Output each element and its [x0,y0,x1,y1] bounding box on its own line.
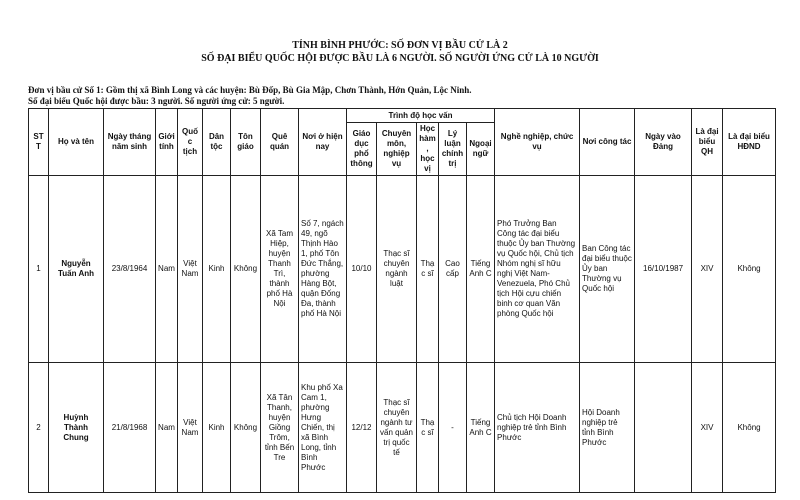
cell-dob: 23/8/1964 [104,176,156,363]
cell-residence: Khu phố Xa Cam 1, phường Hưng Chiến, thị xã Bình Long, tỉnh Bình Phước [299,363,347,493]
col-header-stt: STT [29,109,49,176]
cell-nationality: Việt Nam [178,363,203,493]
col-header-gender: Giới tính [156,109,178,176]
cell-language: Tiếng Anh C [467,363,495,493]
col-header-academic: Học hàm, học vị [417,123,439,176]
cell-stt: 1 [29,176,49,363]
col-header-religion: Tôn giáo [231,109,261,176]
cell-name: Nguyễn Tuấn Anh [49,176,104,363]
unit-quota: Số đại biểu Quốc hội được bầu: 3 người. Số người ứng cử: 5 người. [28,96,285,106]
cell-religion: Không [231,176,261,363]
cell-party-date: 16/10/1987 [635,176,692,363]
cell-ethnic: Kinh [203,176,231,363]
cell-specialty: Thạc sĩ chuyên ngành tư vấn quản trị quốc tế [377,363,417,493]
cell-gender: Nam [156,363,178,493]
document-title: TỈNH BÌNH PHƯỚC: SỐ ĐƠN VỊ BẦU CỬ LÀ 2 [292,40,508,51]
cell-language: Tiếng Anh C [467,176,495,363]
table-row [29,363,776,493]
col-header-workplace: Nơi công tác [580,109,635,176]
col-header-dob: Ngày tháng năm sinh [104,109,156,176]
cell-academic: Thạc sĩ [417,363,439,493]
unit-description: Đơn vị bầu cử Số 1: Gồm thị xã Bình Long và các huyện: Bù Đốp, Bù Gia Mập, Chơn Thành, Hớn Quản, Lộc Ninh. [28,85,472,95]
col-header-general-edu: Giáo dục phổ thông [347,123,377,176]
col-header-name: Họ và tên [49,109,104,176]
cell-religion: Không [231,363,261,493]
table-row [29,176,776,363]
cell-party-date [635,363,692,493]
candidate-table [28,108,776,493]
cell-name: Huỳnh Thành Chung [49,363,104,493]
cell-general-edu: 10/10 [347,176,377,363]
cell-na-delegate: XIV [692,176,723,363]
col-header-specialty: Chuyên môn, nghiệp vụ [377,123,417,176]
cell-general-edu: 12/12 [347,363,377,493]
cell-political: Cao cấp [439,176,467,363]
cell-hometown: Xã Tam Hiệp, huyện Thanh Trì, thành phố Hà Nội [261,176,299,363]
col-header-na-delegate: Là đại biểu QH [692,109,723,176]
cell-stt: 2 [29,363,49,493]
col-header-residence: Nơi ở hiện nay [299,109,347,176]
cell-residence: Số 7, ngách 49, ngõ Thịnh Hào 1, phố Tôn Đức Thắng, phường Hàng Bột, quận Đống Đa, thành phố Hà Nội [299,176,347,363]
cell-na-delegate: XIV [692,363,723,493]
cell-occupation: Chủ tịch Hội Doanh nghiệp trẻ tỉnh Bình Phước [495,363,580,493]
cell-specialty: Thạc sĩ chuyên ngành luật [377,176,417,363]
cell-pc-delegate: Không [723,176,776,363]
cell-hometown: Xã Tân Thanh, huyện Giồng Trôm, tỉnh Bến Tre [261,363,299,493]
col-header-education-group: Trình độ học vấn [347,109,495,123]
cell-political: - [439,363,467,493]
cell-pc-delegate: Không [723,363,776,493]
col-header-political: Lý luận chính trị [439,123,467,176]
cell-ethnic: Kinh [203,363,231,493]
cell-workplace: Hội Doanh nghiệp trẻ tỉnh Bình Phước [580,363,635,493]
cell-occupation: Phó Trưởng Ban Công tác đại biểu thuộc Ủy ban Thường vụ Quốc hội, Chủ tịch Nhóm nghị sĩ hữu nghị Việt Nam-Venezuela, Phó Chủ tịch Hội cựu chiến binh cơ quan Văn phòng Quốc hội [495,176,580,363]
col-header-party-date: Ngày vào Đảng [635,109,692,176]
cell-academic: Thạc sĩ [417,176,439,363]
col-header-occupation: Nghề nghiệp, chức vụ [495,109,580,176]
cell-gender: Nam [156,176,178,363]
document-subtitle: SỐ ĐẠI BIỂU QUỐC HỘI ĐƯỢC BẦU LÀ 6 NGƯỜI. SỐ NGƯỜI ỨNG CỬ LÀ 10 NGƯỜI [201,53,599,64]
cell-dob: 21/8/1968 [104,363,156,493]
col-header-nationality: Quốc tịch [178,109,203,176]
col-header-ethnic: Dân tộc [203,109,231,176]
col-header-language: Ngoại ngữ [467,123,495,176]
cell-nationality: Việt Nam [178,176,203,363]
cell-workplace: Ban Công tác đại biểu thuộc Ủy ban Thường vụ Quốc hội [580,176,635,363]
col-header-hometown: Quê quán [261,109,299,176]
col-header-pc-delegate: Là đại biểu HĐND [723,109,776,176]
